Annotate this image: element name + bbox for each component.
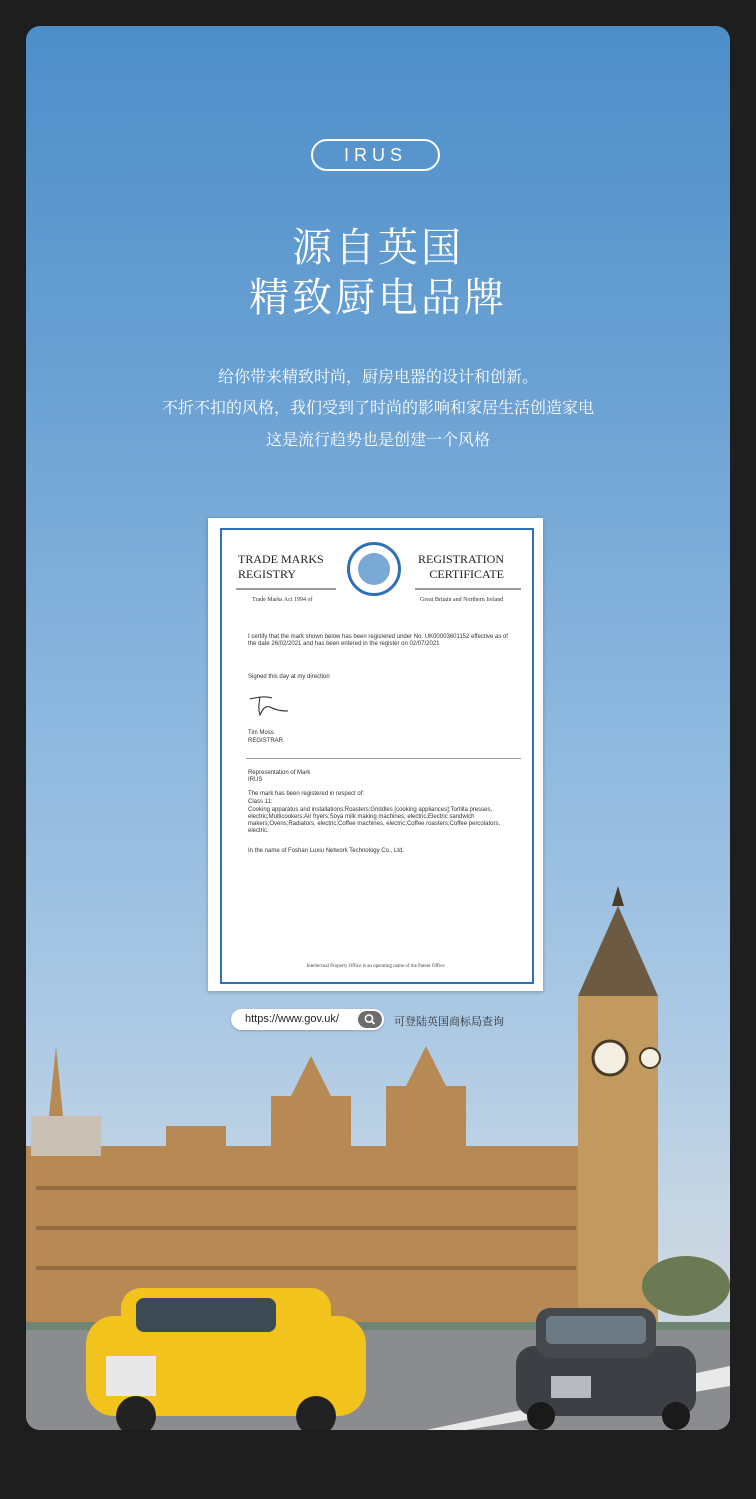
region-text: Great Britain and Northern Ireland — [420, 597, 504, 603]
crest-icon — [358, 553, 390, 585]
title-right-line-2: CERTIFICATE — [429, 567, 504, 581]
url-search-bar[interactable] — [231, 1009, 384, 1030]
url-text: https://www.gov.uk/ — [245, 1013, 339, 1025]
headline-line-1: 源自英国 — [292, 225, 464, 271]
certificate-footer: Intellectual Property Office is an operating name of the Patent Office — [306, 964, 445, 969]
signer-role: REGISTRAR — [248, 738, 284, 744]
goods-list: Cooking apparatus and installations;Roasters;Griddles [cooking appliances];Tortilla presses, electric;Multicookers;Air fryers;Soya milk making machines, electric;Electric sandwich makers;Ovens;Radiators, electric;Coffee machines, electric;Coffee roasters;Coffee percolators, electric. — [248, 807, 501, 834]
act-text: Trade Marks Act 1994 of — [252, 597, 313, 603]
lookup-note: 可登陆英国商标局查询 — [394, 1015, 504, 1028]
search-icon — [358, 1011, 382, 1028]
title-left-line-1: TRADE MARKS — [238, 552, 324, 566]
intro-line-1: 给你带来精致时尚，厨房电器的设计和创新。 — [217, 367, 538, 386]
trademark-certificate — [208, 518, 543, 991]
intro-line-3: 这是流行趋势也是创建一个风格 — [265, 430, 490, 449]
certificate-title-right — [418, 552, 504, 582]
header-rule-right — [415, 588, 521, 590]
brand-logo: IRUS — [311, 139, 440, 171]
header-rule-left — [236, 588, 336, 590]
signer-name: Tim Moss — [248, 730, 274, 736]
registered-respect-text: The mark has been registered in respect of: — [248, 791, 365, 797]
owner-text: In the name of Foshan Luxiu Network Technology Co., Ltd. — [248, 848, 404, 854]
registrar-signature — [248, 693, 296, 719]
headline-line-2: 精致厨电品牌 — [249, 275, 507, 321]
royal-seal-icon — [347, 542, 401, 596]
title-right-line-1: REGISTRATION — [418, 552, 504, 566]
certificate-title-left — [238, 552, 324, 582]
promo-card — [26, 26, 730, 1430]
class-label: Class 11: — [248, 799, 273, 805]
body-rule — [246, 758, 521, 759]
mark-name: IRUS — [248, 777, 263, 783]
signed-text: Signed this day at my direction — [248, 674, 330, 680]
representation-label: Representation of Mark — [248, 770, 311, 776]
intro-line-2: 不折不扣的风格，我们受到了时尚的影响和家居生活创造家电 — [161, 398, 594, 417]
certify-text: I certify that the mark shown below has been registered under No. UK00003601152 effective as of the date 26/02/2021 and has been entered in the register on 02/07/2021 — [248, 634, 508, 647]
title-left-line-2: REGISTRY — [238, 567, 297, 581]
search-button[interactable] — [358, 1011, 382, 1028]
